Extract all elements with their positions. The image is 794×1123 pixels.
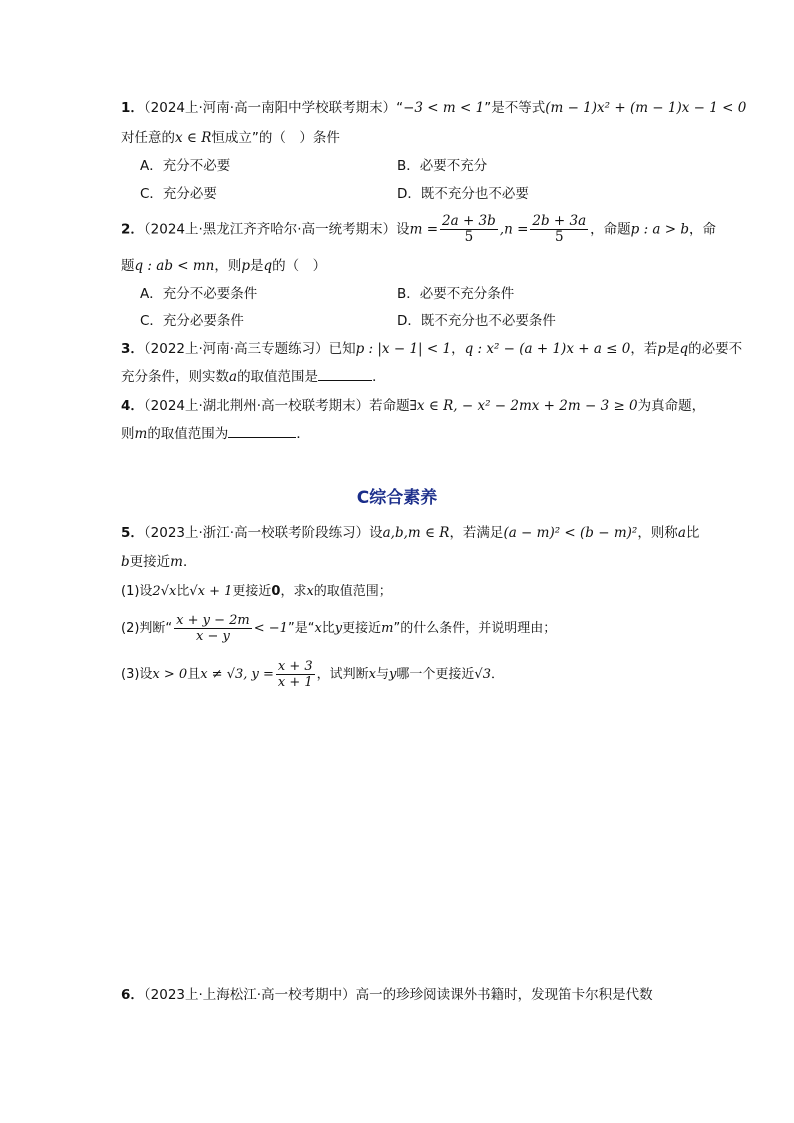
- q5-text: 设: [369, 525, 383, 541]
- q4-m-var: m: [134, 426, 148, 442]
- q3-source: （2022上·河南·高三专题练习）: [143, 341, 329, 357]
- q2-option-d: D．既不充分也不必要条件: [397, 313, 556, 329]
- q2-q-expr: q : ab < mn: [134, 258, 215, 274]
- q4-text: 的取值范围为: [147, 426, 229, 442]
- q2-line2: [121, 256, 326, 276]
- q5-part3-cond1: x > 0: [152, 667, 188, 682]
- q5-part3-text: ．: [490, 667, 504, 682]
- q5-text: ，若满足: [449, 525, 504, 541]
- q3-q-var: q: [679, 341, 689, 357]
- q5-source: （2023上·浙江·高一校联考阶段练习）: [143, 525, 370, 541]
- q1-option-c: C．充分必要: [140, 186, 217, 202]
- q1-option-b: B．必要不充分: [397, 158, 488, 174]
- q5-part2-relation: < −1: [253, 621, 288, 636]
- section-title: C综合素养: [356, 488, 438, 508]
- q3-text: ，若: [630, 341, 658, 357]
- q5-number: 5．: [121, 525, 144, 541]
- q2-text: 的（ ）: [272, 258, 327, 274]
- q2-m-fraction: [440, 214, 498, 245]
- q2-option-a: A．充分不必要条件: [140, 286, 258, 302]
- fraction-numerator: x + y − 2m: [176, 613, 250, 628]
- q3-a-var: a: [229, 369, 238, 385]
- q5-part3-x: x: [368, 667, 377, 682]
- q4-text: 若命题: [369, 398, 410, 414]
- q2-n-fraction: [530, 214, 588, 245]
- q2-separator: ,: [499, 221, 505, 238]
- q3-text: 充分条件，则实数: [121, 369, 229, 385]
- q5-part3-cond2: x ≠ √3, y =: [200, 667, 274, 682]
- q2-text: ，命: [689, 221, 717, 238]
- q3-text: 已知: [328, 341, 356, 357]
- q2-n-lhs: n =: [504, 221, 529, 238]
- q5-part2-x: x: [314, 621, 322, 636]
- q5-b-var: b: [121, 554, 130, 570]
- q5-part3-label: (3)设: [121, 667, 153, 682]
- q5-part3-text: 且: [187, 667, 201, 682]
- q1-text: 对任意的: [121, 130, 175, 146]
- q5-part3-text: ，试判断: [316, 667, 369, 682]
- q5-part2-text: ”的什么条件，并说明理由；: [393, 621, 557, 636]
- q6-number: 6．: [121, 987, 144, 1003]
- q4-line2: [121, 424, 310, 444]
- q5-part3-text: 哪一个更接近: [396, 667, 475, 682]
- q6-source: （2023上·上海松江·高一校考期中）: [143, 987, 356, 1003]
- q5-part2-fraction: [174, 613, 252, 644]
- q1-inequality: (m − 1)x² + (m − 1)x − 1 < 0: [545, 100, 747, 116]
- q5-part1-label: (1)设: [121, 584, 153, 599]
- q5-text: 更接近: [129, 554, 171, 570]
- q1-text: 恒成立”的（ ）条件: [211, 130, 340, 146]
- q1-text: “: [396, 100, 404, 116]
- q5-part1-text: 比: [176, 584, 190, 599]
- q3-text: ，: [451, 341, 465, 357]
- q3-line2: [121, 367, 386, 387]
- fraction-denominator: 5: [464, 229, 474, 245]
- q4-text: 则: [121, 426, 135, 442]
- q3-text: ．: [372, 369, 386, 385]
- q4-answer-blank[interactable]: [228, 425, 296, 438]
- q4-source: （2024上·湖北荆州·高一校联考期末）: [143, 398, 370, 414]
- q2-text: 是: [250, 258, 264, 274]
- q6-line1: [121, 985, 653, 1005]
- q5-part2-text: 更接近: [342, 621, 382, 636]
- q5-part1-text: 更接近: [232, 584, 272, 599]
- q1-line2: [121, 128, 340, 148]
- q2-p-expr: p : a > b: [630, 221, 690, 238]
- q5-text: 比: [685, 525, 700, 541]
- q4-line1: [121, 396, 705, 416]
- q3-text: 的取值范围是: [237, 369, 319, 385]
- q5-part2-label: (2)判断“: [121, 621, 173, 636]
- q1-condition: −3 < m < 1: [403, 100, 485, 116]
- q3-line1: [121, 339, 742, 359]
- q3-text: 是: [666, 341, 680, 357]
- q5-line2: [121, 552, 196, 572]
- q3-p-var: p: [657, 341, 667, 357]
- q2-m-lhs: m =: [409, 221, 439, 238]
- q5-vars: a,b,m ∈ R: [382, 525, 450, 541]
- q2-p-var: p: [241, 258, 251, 274]
- q2-text: 设: [396, 221, 410, 238]
- fraction-numerator: x + 3: [277, 659, 313, 674]
- q1-source: （2024上·河南·高一南阳中学校联考期末）: [143, 100, 397, 116]
- fraction-denominator: 5: [554, 229, 564, 245]
- q5-part3-text: 与: [376, 667, 390, 682]
- q1-option-d: D．既不充分也不必要: [397, 186, 529, 202]
- q1-option-a: A．充分不必要: [140, 158, 231, 174]
- q3-text: 的必要不: [688, 341, 743, 357]
- fraction-numerator: 2a + 3b: [442, 213, 496, 229]
- q1-number: 1．: [121, 100, 144, 116]
- q2-text: 题: [121, 258, 135, 274]
- q5-part1-x: x: [306, 584, 314, 599]
- q5-part1-expr1: 2√x: [152, 584, 177, 599]
- q5-text: ，则称: [637, 525, 678, 541]
- q2-text: ，命题: [590, 221, 631, 238]
- q3-q-expr: q : x² − (a + 1)x + a ≤ 0: [464, 341, 631, 357]
- q3-p-expr: p : |x − 1| < 1: [355, 341, 452, 357]
- q5-part1-text: 的取值范围；: [313, 584, 392, 599]
- q4-number: 4．: [121, 398, 144, 414]
- q2-q-var: q: [263, 258, 273, 274]
- q2-text: ，则: [214, 258, 242, 274]
- q4-expr: ∃x ∈ R, − x² − 2mx + 2m − 3 ≥ 0: [409, 398, 638, 414]
- q5-line1: [121, 523, 699, 543]
- q2-number: 2．: [121, 221, 144, 238]
- q2-option-b: B．必要不充分条件: [397, 286, 515, 302]
- q5-part2-m: m: [381, 621, 394, 636]
- q3-number: 3．: [121, 341, 144, 357]
- q5-part3-y: y: [389, 667, 397, 682]
- q5-a-var: a: [677, 525, 686, 541]
- q5-part3-sqrt: √3: [474, 667, 491, 682]
- q1-line1: [121, 98, 746, 118]
- q5-part2-text: ”是“: [287, 621, 315, 636]
- fraction-numerator: 2b + 3a: [532, 213, 587, 229]
- q2-line1: [121, 214, 716, 245]
- q5-inequality: (a − m)² < (b − m)²: [503, 525, 638, 541]
- q5-part2-text: 比: [321, 621, 335, 636]
- q5-m-var: m: [170, 554, 183, 570]
- q2-source: （2024上·黑龙江齐齐哈尔·高一统考期末）: [143, 221, 397, 238]
- q5-part1-text: ，求: [280, 584, 307, 599]
- q5-part1: [121, 582, 392, 602]
- q5-part3-fraction: [276, 659, 315, 690]
- fraction-denominator: x − y: [196, 629, 230, 644]
- q5-part3: [121, 658, 504, 692]
- fraction-denominator: x + 1: [277, 675, 313, 690]
- q2-option-c: C．充分必要条件: [140, 313, 244, 329]
- q5-part1-expr2: √x + 1: [189, 584, 233, 599]
- q3-answer-blank[interactable]: [318, 368, 372, 381]
- q5-part2-y: y: [334, 621, 343, 636]
- q5-part1-zero: 0: [271, 584, 281, 599]
- q5-part2: [121, 612, 556, 646]
- q4-text: 为真命题，: [637, 398, 706, 414]
- q1-text: ”是不等式: [484, 100, 546, 116]
- q6-text: 高一的珍珍阅读课外书籍时，发现笛卡尔积是代数: [355, 987, 653, 1003]
- q5-text: ．: [182, 554, 197, 570]
- q1-domain-expr: x ∈ R: [175, 130, 212, 146]
- q4-text: ．: [296, 426, 310, 442]
